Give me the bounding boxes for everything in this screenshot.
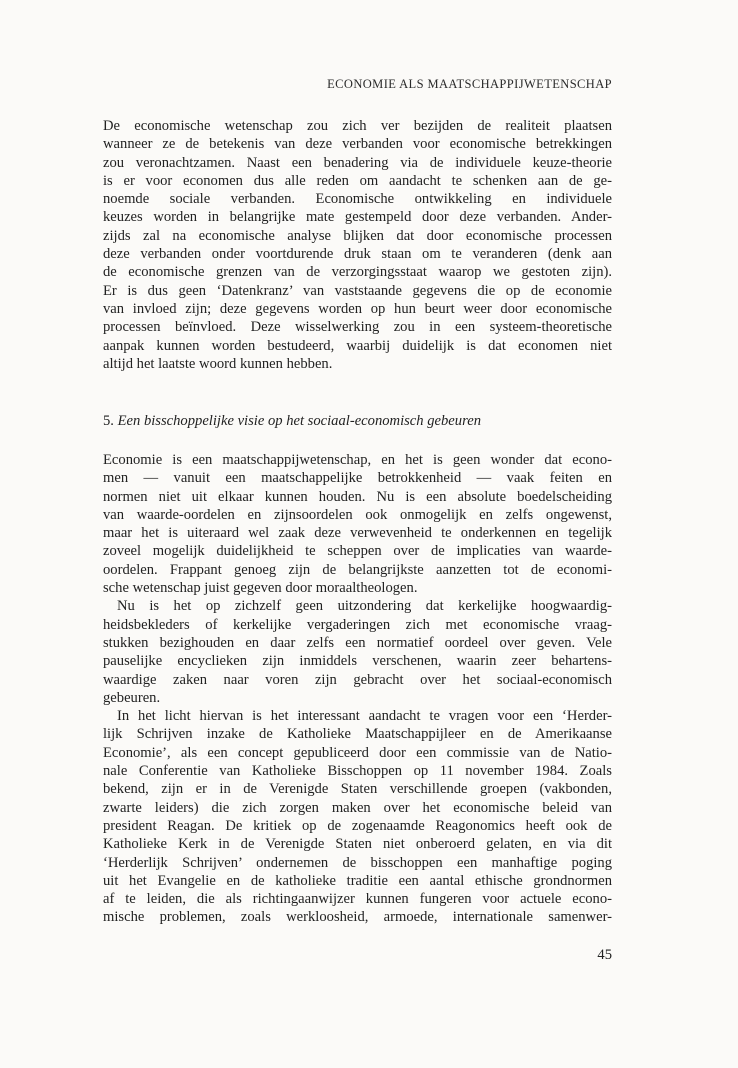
running-head: ECONOMIE ALS MAATSCHAPPIJWETENSCHAP bbox=[327, 77, 612, 91]
text-line: deze verbanden onder voortdurende druk staan om te veranderen (denk aan bbox=[103, 246, 612, 263]
text-line: zoveel mogelijk duidelijkheid te scheppen over de implicaties van waarde- bbox=[103, 543, 612, 560]
text-line: altijd het laatste woord kunnen hebben. bbox=[103, 355, 333, 372]
text-line: Economie is een maatschappijwetenschap, en het is geen wonder dat econo- bbox=[103, 452, 612, 468]
text-line: sche wetenschap juist gegeven door moraaltheologen. bbox=[103, 580, 418, 597]
section-body bbox=[103, 451, 612, 927]
text-line: gebeuren. bbox=[103, 689, 161, 706]
paragraph-1 bbox=[103, 117, 612, 373]
text-line: aanpak kunnen worden bestudeerd, waarbij duidelijk is dat economen niet bbox=[103, 337, 612, 354]
text-line: keuzes worden in belangrijke mate gestempeld door deze verbanden. Ander- bbox=[103, 209, 612, 226]
text-line: normen niet uit elkaar kunnen houden. Nu is een absolute boedelscheiding bbox=[103, 488, 612, 505]
text-line: wanneer ze de betekenis van deze verbanden voor economische betrekkingen bbox=[103, 136, 612, 153]
text-line: nale Conferentie van Katholieke Bisschoppen op 11 november 1984. Zoals bbox=[103, 763, 612, 780]
text-line: de economische grenzen van de verzorgingsstaat waarop we gestoten zijn). bbox=[103, 264, 612, 281]
text-line: mische problemen, zoals werkloosheid, armoede, internationale samenwer- bbox=[103, 909, 612, 926]
page-number: 45 bbox=[597, 947, 612, 963]
text-line: In het licht hiervan is het interessant aandacht te vragen voor een ‘Herder- bbox=[117, 708, 612, 725]
text-line: president Reagan. De kritiek op de zogenaamde Reagonomics heeft ook de bbox=[103, 817, 612, 834]
text-line: bekend, zijn er in de Verenigde Staten verschillende groepen (vakbonden, bbox=[103, 781, 612, 798]
text-line: uit het Evangelie en de katholieke traditie een aantal ethische grondnormen bbox=[103, 872, 612, 889]
text-line: van invloed zijn; deze gegevens worden op hun beurt weer door economische bbox=[103, 300, 612, 317]
section-title: Een bisschoppelijke visie op het sociaal-economisch gebeuren bbox=[117, 413, 481, 429]
section-number: 5. bbox=[103, 413, 114, 429]
text-line: Katholieke Kerk in de Verenigde Staten niet onberoerd gelaten, en via dit bbox=[103, 836, 612, 853]
text-line: zijds zal na economische analyse blijken dat door economische processen bbox=[103, 227, 612, 244]
text-line: lijk Schrijven inzake de Katholieke Maatschappijleer en de Amerikaanse bbox=[103, 726, 612, 743]
text-line: oordelen. Frappant genoeg zijn de belangrijkste aanzetten tot de economi- bbox=[103, 561, 612, 578]
text-line: is er voor economen dus alle reden om aandacht te schenken aan de ge- bbox=[103, 172, 612, 189]
text-line: zwarte leiders) die zich zorgen maken over het economische beleid van bbox=[103, 799, 612, 816]
text-line: ‘Herderlijk Schrijven’ ondernemen de bisschoppen een manhaftige poging bbox=[103, 854, 612, 871]
text-line: Economie’, als een concept gepubliceerd door een commissie van de Natio- bbox=[103, 744, 612, 761]
text-line: heidsbekleders of kerkelijke vergaderingen zich met economische vraag- bbox=[103, 616, 612, 633]
section-heading bbox=[103, 413, 612, 430]
text-line: pauselijke encyclieken zijn inmiddels verschenen, waarin zeer behartens- bbox=[103, 653, 612, 670]
text-line: zou veronachtzamen. Naast een benadering via de individuele keuze-theorie bbox=[103, 154, 612, 171]
text-line: De economische wetenschap zou zich ver bezijden de realiteit plaatsen bbox=[103, 118, 612, 134]
text-line: Er is dus geen ‘Datenkranz’ van vaststaande gegevens die op de economie bbox=[103, 282, 612, 299]
text-line: maar het is uiteraard wel zaak deze verwevenheid te onderkennen en tegelijk bbox=[103, 525, 612, 542]
text-line: van waarde-oordelen en zijnsoordelen ook onmogelijk en zelfs ongewenst, bbox=[103, 506, 612, 523]
text-line: af te leiden, die als richtingaanwijzer kunnen fungeren voor actuele econo- bbox=[103, 891, 612, 908]
text-line: waardige zaken naar voren zijn gebracht over het sociaal-economisch bbox=[103, 671, 612, 688]
text-line: stukken bezighouden en daar zelfs een normatief oordeel over geven. Vele bbox=[103, 634, 612, 651]
text-line: processen beïnvloed. Deze wisselwerking zou in een systeem-theoretische bbox=[103, 319, 612, 336]
text-line: men — vanuit een maatschappelijke betrokkenheid — vaak feiten en bbox=[103, 470, 612, 487]
text-line: Nu is het op zichzelf geen uitzondering dat kerkelijke hoogwaardig- bbox=[117, 598, 612, 615]
text-line: noemde sociale verbanden. Economische ontwikkeling en individuele bbox=[103, 191, 612, 208]
